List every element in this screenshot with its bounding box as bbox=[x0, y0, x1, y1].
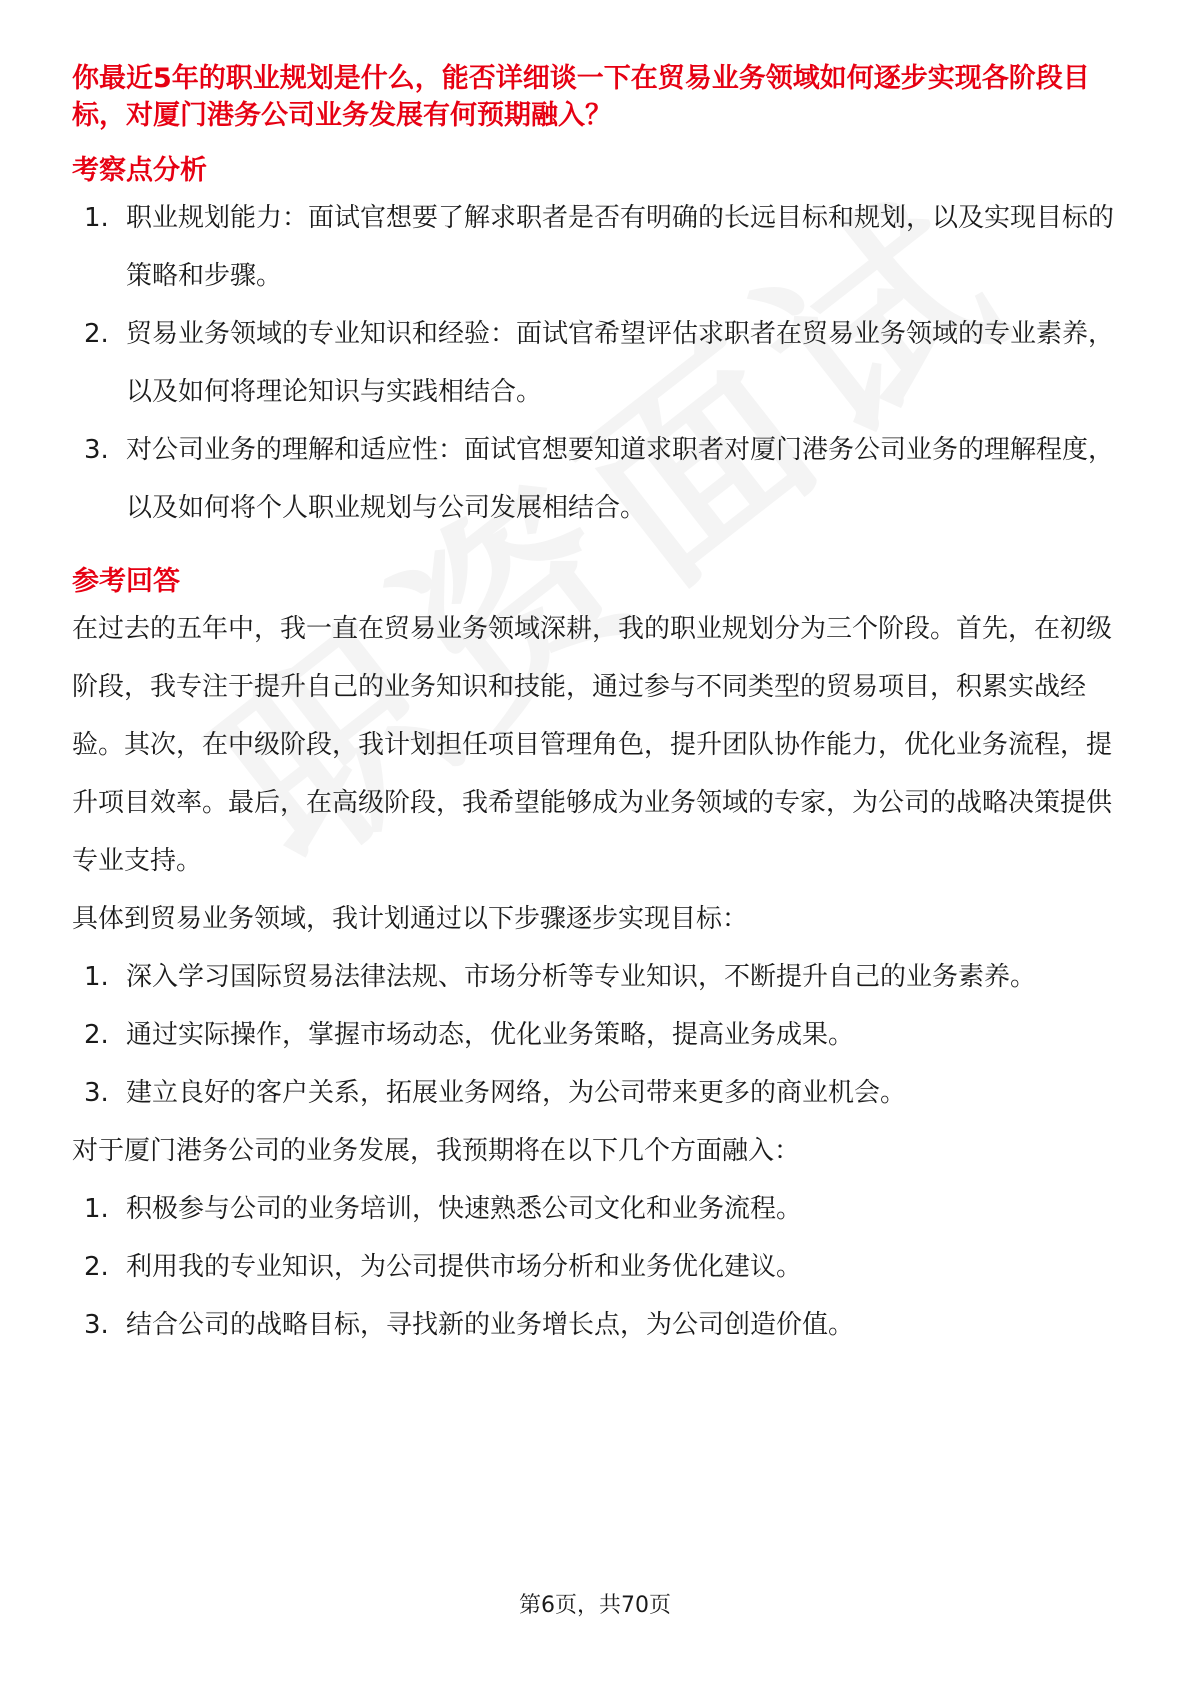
list-item: 3. 建立良好的客户关系，拓展业务网络，为公司带来更多的商业机会。 bbox=[84, 1078, 907, 1108]
list-item: 2. 贸易业务领域的专业知识和经验：面试官希望评估求职者在贸易业务领域的专业素养，以及如何将理论知识与实践相结合。 bbox=[84, 319, 1115, 407]
list-item: 1. 积极参与公司的业务培训，快速熟悉公司文化和业务流程。 bbox=[84, 1194, 803, 1224]
list-item: 3. 对公司业务的理解和适应性：面试官想要知道求职者对厦门港务公司业务的理解程度，以及如何将个人职业规划与公司发展相结合。 bbox=[84, 435, 1115, 523]
answer-paragraph: 具体到贸易业务领域，我计划通过以下步骤逐步实现目标： bbox=[72, 904, 749, 934]
list-item: 2. 通过实际操作，掌握市场动态，优化业务策略，提高业务成果。 bbox=[84, 1020, 855, 1050]
steps-list bbox=[72, 948, 1118, 1122]
list-item: 1. 职业规划能力：面试官想要了解求职者是否有明确的长远目标和规划，以及实现目标的策略和步骤。 bbox=[84, 203, 1115, 291]
list-item: 3. 结合公司的战略目标，寻找新的业务增长点，为公司创造价值。 bbox=[84, 1310, 855, 1340]
integration-list bbox=[72, 1180, 1118, 1354]
answer-heading: 参考回答 bbox=[72, 566, 180, 597]
document-page bbox=[72, 60, 1118, 1354]
analysis-heading: 考察点分析 bbox=[72, 155, 207, 186]
answer-paragraph: 在过去的五年中，我一直在贸易业务领域深耕，我的职业规划分为三个阶段。首先，在初级阶段，我专注于提升自己的业务知识和技能，通过参与不同类型的贸易项目，积累实战经验。其次，在中级阶段，我计划担任项目管理角色，提升团队协作能力，优化业务流程，提升项目效率。最后，在高级阶段，我希望能够成为业务领域的专家，为公司的战略决策提供专业支持。 bbox=[72, 614, 1113, 876]
analysis-list bbox=[72, 189, 1118, 537]
list-item: 2. 利用我的专业知识，为公司提供市场分析和业务优化建议。 bbox=[84, 1252, 803, 1282]
answer-paragraph: 对于厦门港务公司的业务发展，我预期将在以下几个方面融入： bbox=[72, 1136, 801, 1166]
question-title: 你最近5年的职业规划是什么，能否详细谈一下在贸易业务领域如何逐步实现各阶段目标，对厦门港务公司业务发展有何预期融入？ bbox=[72, 63, 1090, 131]
list-item: 1. 深入学习国际贸易法律法规、市场分析等专业知识，不断提升自己的业务素养。 bbox=[84, 962, 1037, 992]
page-number: 第6页，共70页 bbox=[519, 1593, 671, 1618]
